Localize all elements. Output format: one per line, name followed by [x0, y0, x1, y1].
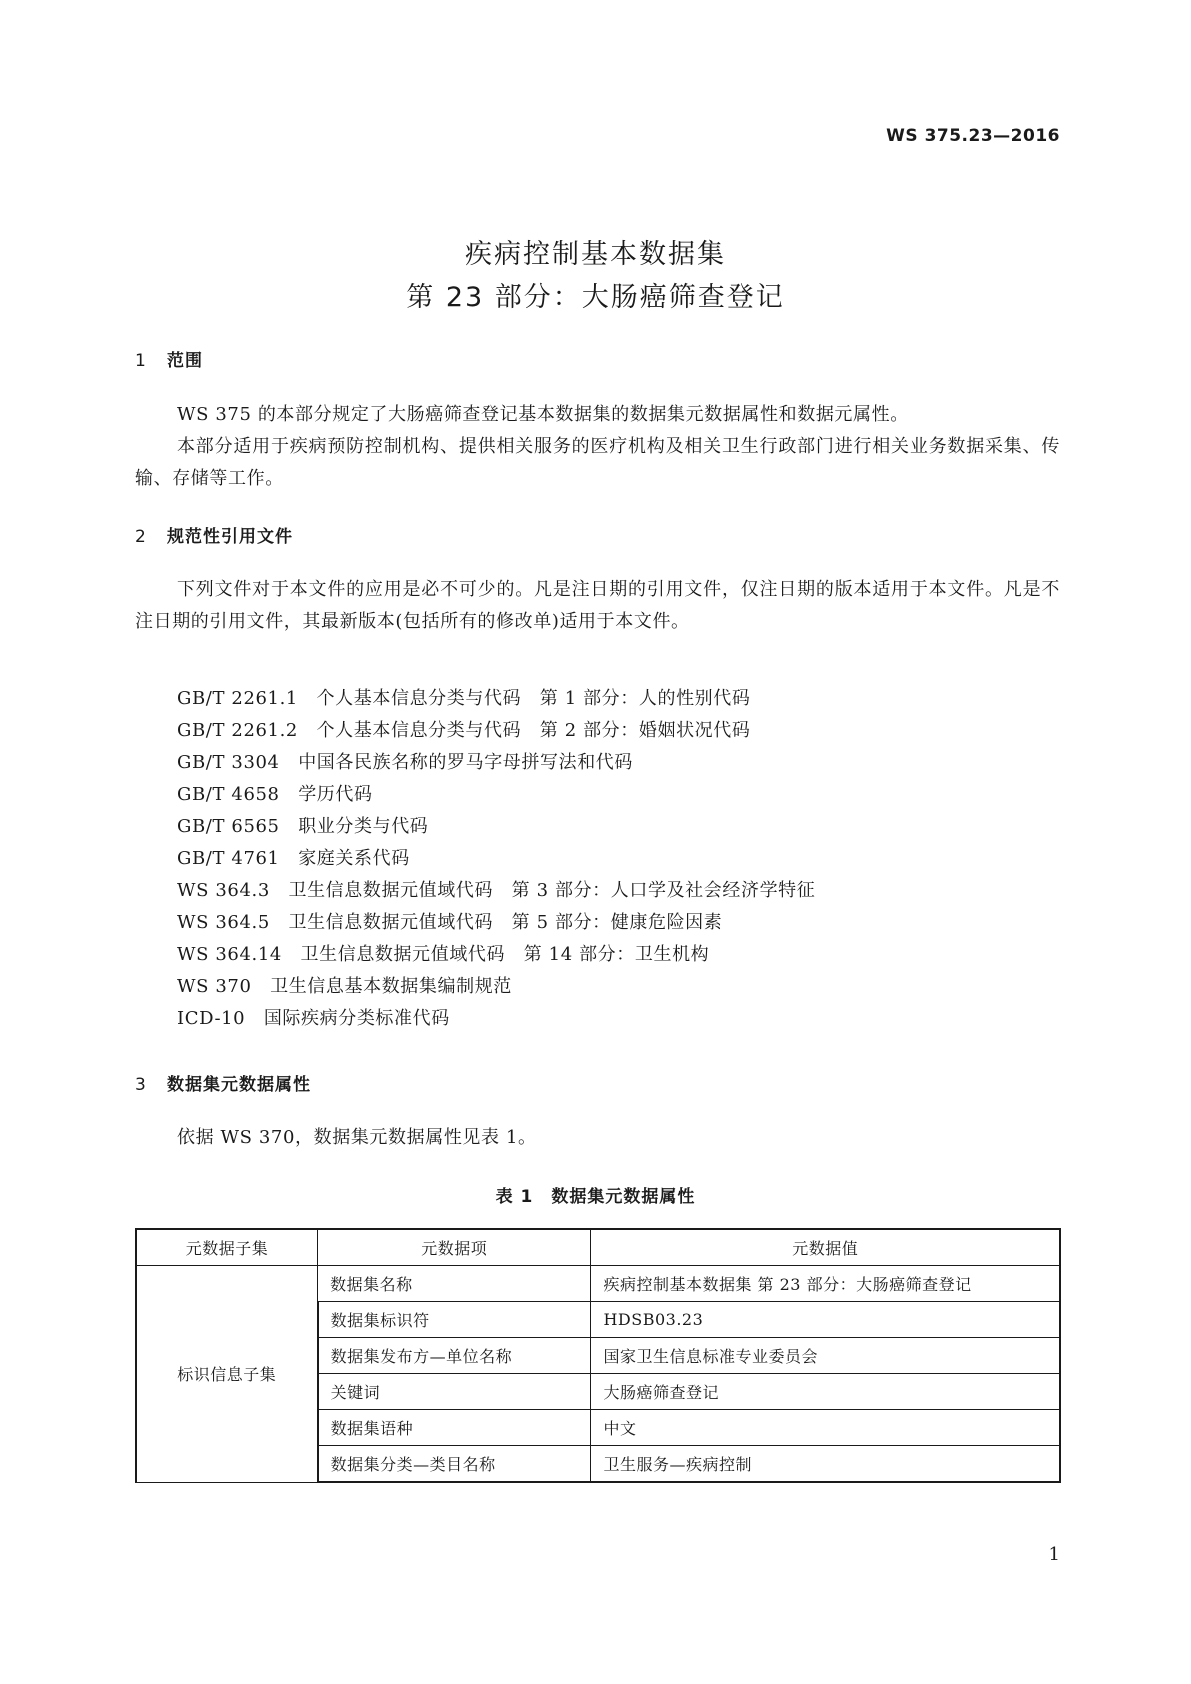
- reference-item: GB/T 2261.1 个人基本信息分类与代码 第 1 部分：人的性别代码: [177, 688, 751, 709]
- document-subtitle: 第 23 部分：大肠癌筛查登记: [406, 282, 785, 313]
- column-header: 元数据子集: [136, 1229, 318, 1266]
- section-number: 2: [135, 527, 147, 547]
- reference-item: ICD-10 国际疾病分类标准代码: [177, 1008, 450, 1029]
- section-title: 规范性引用文件: [167, 527, 293, 547]
- section-heading-dataset-metadata: [135, 1070, 311, 1095]
- value-cell: HDSB03.23: [591, 1302, 1060, 1338]
- section-title: 数据集元数据属性: [167, 1075, 311, 1095]
- reference-list: [177, 683, 815, 1035]
- reference-item: GB/T 6565 职业分类与代码: [177, 816, 429, 837]
- metadata-table: [135, 1228, 1061, 1483]
- value-cell: 大肠癌筛查登记: [591, 1374, 1060, 1410]
- table-row: [136, 1266, 1060, 1302]
- section-number: 1: [135, 351, 147, 371]
- column-header: 元数据值: [591, 1229, 1060, 1266]
- item-cell: 数据集发布方—单位名称: [318, 1338, 591, 1374]
- item-cell: 数据集语种: [318, 1410, 591, 1446]
- item-cell: 数据集标识符: [318, 1302, 591, 1338]
- subset-cell: 标识信息子集: [136, 1266, 318, 1483]
- table-caption: 表 1 数据集元数据属性: [495, 1187, 696, 1207]
- section-title: 范围: [167, 351, 203, 371]
- value-cell: 疾病控制基本数据集 第 23 部分：大肠癌筛查登记: [591, 1266, 1060, 1302]
- reference-item: GB/T 4658 学历代码: [177, 784, 373, 805]
- section-heading-scope: [135, 346, 203, 371]
- paragraph: 本部分适用于疾病预防控制机构、提供相关服务的医疗机构及相关卫生行政部门进行相关业务数据采集、传输、存储等工作。: [135, 436, 1060, 489]
- value-cell: 中文: [591, 1410, 1060, 1446]
- value-cell: 卫生服务—疾病控制: [591, 1446, 1060, 1483]
- reference-item: WS 370 卫生信息基本数据集编制规范: [177, 976, 512, 997]
- page-number: 1: [1048, 1544, 1060, 1565]
- reference-item: GB/T 3304 中国各民族名称的罗马字母拼写法和代码: [177, 752, 634, 773]
- standard-code: WS 375.23—2016: [886, 126, 1060, 146]
- section-number: 3: [135, 1075, 147, 1095]
- item-cell: 数据集分类—类目名称: [318, 1446, 591, 1483]
- column-header: 元数据项: [318, 1229, 591, 1266]
- paragraph: 下列文件对于本文件的应用是必不可少的。凡是注日期的引用文件，仅注日期的版本适用于本文件。凡是不注日期的引用文件，其最新版本(包括所有的修改单)适用于本文件。: [135, 579, 1060, 632]
- reference-item: GB/T 2261.2 个人基本信息分类与代码 第 2 部分：婚姻状况代码: [177, 720, 751, 741]
- paragraph: WS 375 的本部分规定了大肠癌筛查登记基本数据集的数据集元数据属性和数据元属性。: [177, 404, 909, 425]
- reference-item: WS 364.5 卫生信息数据元值域代码 第 5 部分：健康危险因素: [177, 912, 723, 933]
- section-heading-normative-references: [135, 522, 293, 547]
- document-title: 疾病控制基本数据集: [465, 239, 726, 270]
- reference-item: GB/T 4761 家庭关系代码: [177, 848, 410, 869]
- table-header-row: [136, 1229, 1060, 1266]
- item-cell: 关键词: [318, 1374, 591, 1410]
- item-cell: 数据集名称: [318, 1266, 591, 1302]
- reference-item: WS 364.14 卫生信息数据元值域代码 第 14 部分：卫生机构: [177, 944, 710, 965]
- value-cell: 国家卫生信息标准专业委员会: [591, 1338, 1060, 1374]
- reference-item: WS 364.3 卫生信息数据元值域代码 第 3 部分：人口学及社会经济学特征: [177, 880, 816, 901]
- paragraph: 依据 WS 370，数据集元数据属性见表 1。: [177, 1127, 537, 1148]
